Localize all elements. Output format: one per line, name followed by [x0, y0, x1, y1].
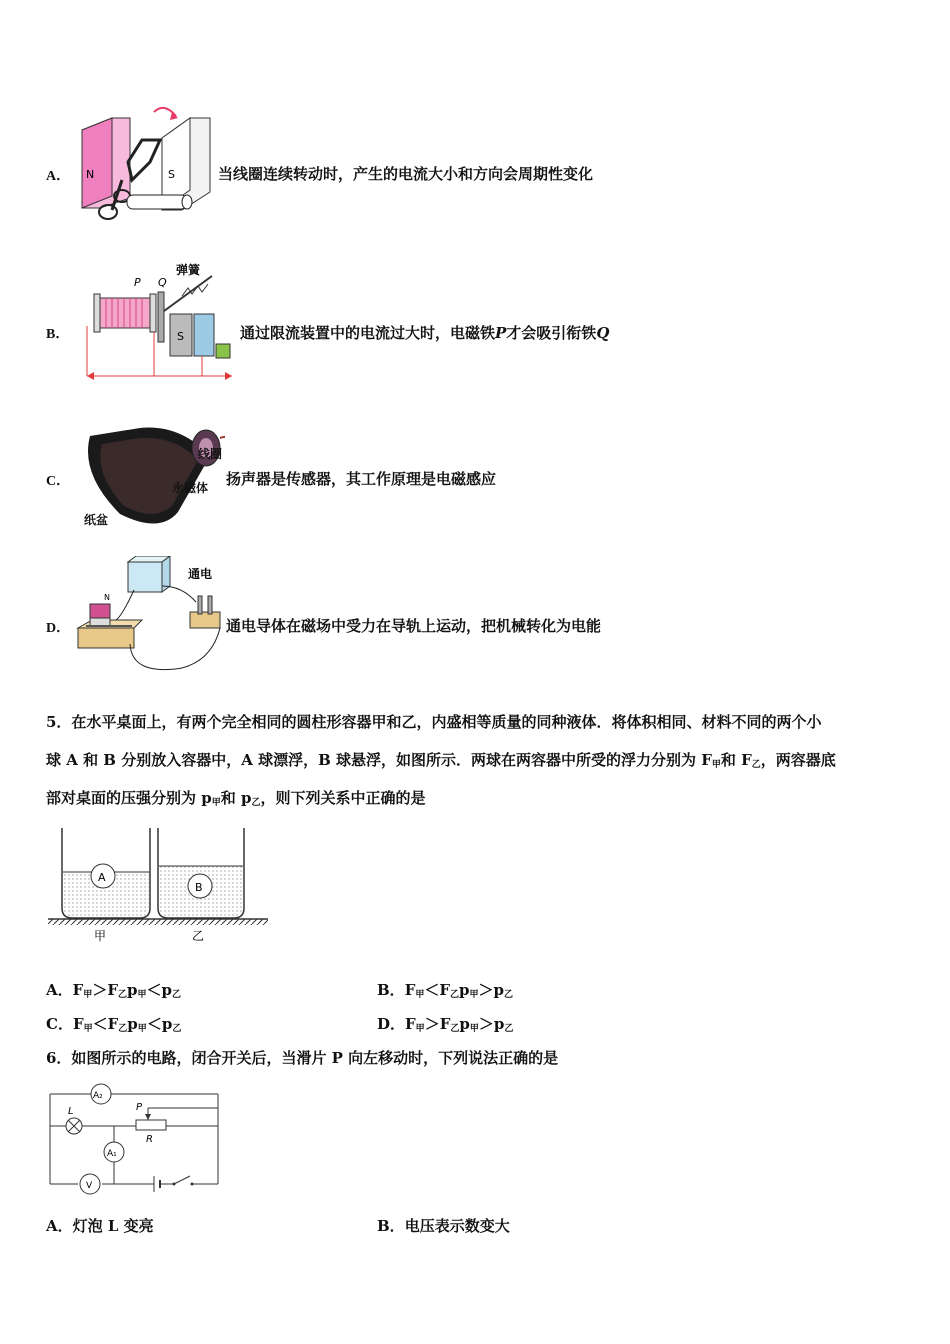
sub-yi: 乙 — [450, 1024, 460, 1034]
current-limiter-figure — [82, 256, 237, 384]
sub-jia: 甲 — [415, 990, 425, 1000]
q5-option-a-letter: A． — [46, 981, 73, 999]
sub-jia: 甲 — [711, 760, 721, 770]
ammeter-a2-label: A₂ — [93, 1091, 103, 1101]
label-coil: 线圈 — [198, 447, 223, 461]
sub-yi: 乙 — [172, 990, 182, 1000]
q5-option-a-rel1: ＞F — [92, 981, 118, 999]
q5-stem-line2 — [46, 750, 836, 775]
q5-option-b-p1: p — [459, 981, 470, 999]
option-a-letter: A． — [46, 169, 71, 184]
q6-option-a-letter: A． — [46, 1217, 73, 1235]
circuit-figure — [44, 1080, 224, 1196]
q5-line3-part3: ，则下列关系中正确的是 — [260, 789, 426, 807]
q5-option-b-rel2: ＞p — [478, 981, 505, 999]
sub-yi: 乙 — [504, 1024, 514, 1034]
containers-figure — [48, 822, 273, 946]
q5-option-d-letter: D． — [377, 1015, 406, 1033]
sub-jia: 甲 — [83, 1024, 93, 1034]
q5-option-b[interactable] — [377, 980, 513, 1005]
q5-option-d-f1: F — [405, 1015, 416, 1033]
label-magnet: 永磁体 — [172, 481, 209, 495]
q5-option-a-rel2: ＜p — [146, 981, 172, 999]
q5-option-c-p1: p — [127, 1015, 138, 1033]
option-b-text — [240, 323, 609, 343]
option-b-italic-q: Q — [596, 324, 610, 342]
voltmeter-v-label: V — [86, 1181, 93, 1191]
ammeter-a1-label: A₁ — [107, 1149, 117, 1159]
speaker-figure — [80, 414, 225, 532]
resistor-r-label: R — [146, 1134, 153, 1145]
q5-stem-line1: 5．在水平桌面上，有两个完全相同的圆柱形容器甲和乙，内盛相等质量的同种液体．将体积相同、材料不同的两个小 — [46, 713, 822, 731]
q5-stem-line3 — [46, 788, 425, 813]
label-power: 通电 — [188, 567, 213, 581]
option-a-text: 当线圈连续转动时，产生的电流大小和方向会周期性变化 — [218, 165, 594, 183]
motor-figure — [72, 556, 227, 678]
lamp-l-label: L — [68, 1106, 74, 1117]
sub-jia: 甲 — [83, 990, 93, 1000]
q5-option-b-letter: B． — [377, 981, 405, 999]
option-d-text: 通电导体在磁场中受力在导轨上运动，把机械转化为电能 — [226, 617, 602, 635]
option-b-text-part1: 通过限流装置中的电流过大时，电磁铁 — [240, 324, 496, 342]
sub-jia: 甲 — [469, 990, 479, 1000]
q6-option-a[interactable] — [46, 1216, 154, 1236]
sub-jia: 甲 — [211, 798, 221, 808]
q5-option-a[interactable] — [46, 980, 181, 1005]
q5-line2-part2: 和 F — [720, 751, 752, 769]
q5-option-c-rel2: ＜p — [146, 1015, 173, 1033]
sub-yi: 乙 — [172, 1024, 182, 1034]
label-jia: 甲 — [94, 929, 107, 943]
q5-option-d-p1: p — [459, 1015, 470, 1033]
generator-figure — [72, 100, 217, 230]
q5-line2-part3: ，两容器底 — [760, 751, 836, 769]
q5-option-a-f1: F — [72, 981, 84, 999]
option-b-italic-p: P — [495, 324, 507, 342]
sub-yi: 乙 — [117, 990, 127, 1000]
sub-jia: 甲 — [137, 990, 147, 1000]
option-c-letter: C． — [46, 474, 71, 489]
sub-yi: 乙 — [450, 990, 460, 1000]
sub-jia: 甲 — [469, 1024, 479, 1034]
sub-yi: 乙 — [751, 760, 761, 770]
slider-p-label: P — [136, 1102, 143, 1113]
label-spring: 弹簧 — [176, 263, 201, 277]
q6-option-a-text: 灯泡 L 变亮 — [72, 1217, 154, 1235]
magnet-n-label: N — [86, 168, 95, 181]
sub-yi: 乙 — [118, 1024, 128, 1034]
q5-option-b-f1: F — [404, 981, 416, 999]
label-cone: 纸盆 — [84, 513, 109, 527]
q5-line3-part1: 部对桌面的压强分别为 p — [46, 789, 212, 807]
q5-option-c[interactable] — [46, 1014, 181, 1039]
q5-option-d-rel1: ＞F — [424, 1015, 451, 1033]
ball-a-label: A — [98, 871, 106, 884]
option-c-text: 扬声器是传感器，其工作原理是电磁感应 — [226, 470, 497, 488]
option-d-letter: D． — [46, 621, 71, 636]
q5-option-a-p1: p — [126, 981, 138, 999]
q5-line2-part1: 球 A 和 B 分别放入容器中，A 球漂浮，B 球悬浮，如图所示．两球在两容器中所受的浮力分别为 F — [46, 751, 712, 769]
q5-option-d[interactable] — [377, 1014, 513, 1039]
q5-option-b-rel1: ＜F — [424, 981, 451, 999]
option-b-letter: B． — [46, 327, 70, 342]
q6-option-b[interactable] — [377, 1216, 510, 1236]
q5-option-d-rel2: ＞p — [478, 1015, 505, 1033]
label-yi: 乙 — [192, 929, 205, 943]
label-n: N — [104, 593, 110, 602]
q6-option-b-text: 电压表示数变大 — [404, 1217, 510, 1235]
ball-b-label: B — [195, 881, 203, 894]
sub-jia: 甲 — [415, 1024, 425, 1034]
q5-line3-part2: 和 p — [220, 789, 252, 807]
q6-stem: 6．如图所示的电路，闭合开关后，当滑片 P 向左移动时，下列说法正确的是 — [46, 1049, 559, 1067]
magnet-s-label: S — [168, 168, 175, 181]
q5-option-c-letter: C． — [46, 1015, 73, 1033]
q6-option-b-letter: B． — [377, 1217, 405, 1235]
q5-option-c-f1: F — [72, 1015, 84, 1033]
q5-option-c-rel1: ＜F — [92, 1015, 119, 1033]
sub-yi: 乙 — [251, 798, 261, 808]
sub-yi: 乙 — [504, 990, 514, 1000]
label-q: Q — [158, 276, 167, 289]
label-p: P — [134, 276, 141, 289]
option-b-text-part2: 才会吸引衔铁 — [506, 324, 597, 342]
sub-jia: 甲 — [137, 1024, 147, 1034]
label-s: S — [177, 330, 184, 343]
